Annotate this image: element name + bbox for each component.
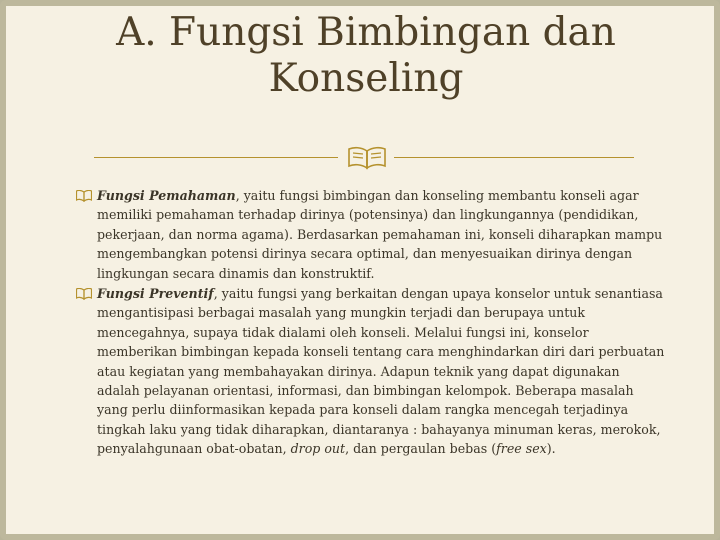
book-icon (347, 144, 387, 170)
item-text: , yaitu fungsi yang berkaitan dengan upaya konselor untuk senantiasa mengantisipasi berbagai masalah yang mungkin terjadi dan berupaya untuk mencegahnya, supaya tidak dialami oleh konseli. Melalui fungsi ini, konselor memberikan bimbingan kepada konseli tentang cara menghindarkan diri dari perbuatan atau kegiatan yang membahayakan dirinya. Adapun teknik yang dapat digunakan adalah pelayanan orientasi, informasi, dan bimbingan kelompok. Beberapa masalah yang perlu diinformasikan kepada para konseli dalam rangka mencegah terjadinya tingkah laku yang tidak diharapkan, diantaranya : bahayanya minuman keras, merokok, penyalahgunaan obat-obatan, (97, 286, 665, 457)
list-item (76, 284, 666, 459)
item-emphasis: free sex (496, 441, 547, 457)
title-divider-left (94, 157, 338, 158)
book-icon (76, 288, 92, 300)
item-term: Fungsi Pemahaman (97, 188, 236, 203)
item-text: ). (546, 441, 556, 457)
slide-title: A. Fungsi Bimbingan dan Konseling (116, 10, 616, 101)
list-item (76, 186, 666, 283)
item-text: , yaitu fungsi bimbingan dan konseling membantu konseli agar memiliki pemahaman terhadap dirinya (potensinya) dan lingkungannya (pendidikan, pekerjaan, dan norma agama). Berdasarkan pemahaman ini, konseli diharapkan mampu mengembangkan potensi dirinya secara optimal, dan menyesuaikan dirinya dengan lingkungan secara dinamis dan konstruktif. (97, 188, 663, 281)
book-icon (76, 190, 92, 202)
slide-body (76, 186, 666, 460)
item-term: Fungsi Preventif (97, 286, 214, 302)
title-divider-right (394, 157, 634, 158)
item-text: , dan pergaulan bebas ( (345, 441, 497, 457)
item-emphasis: drop out (290, 441, 346, 457)
